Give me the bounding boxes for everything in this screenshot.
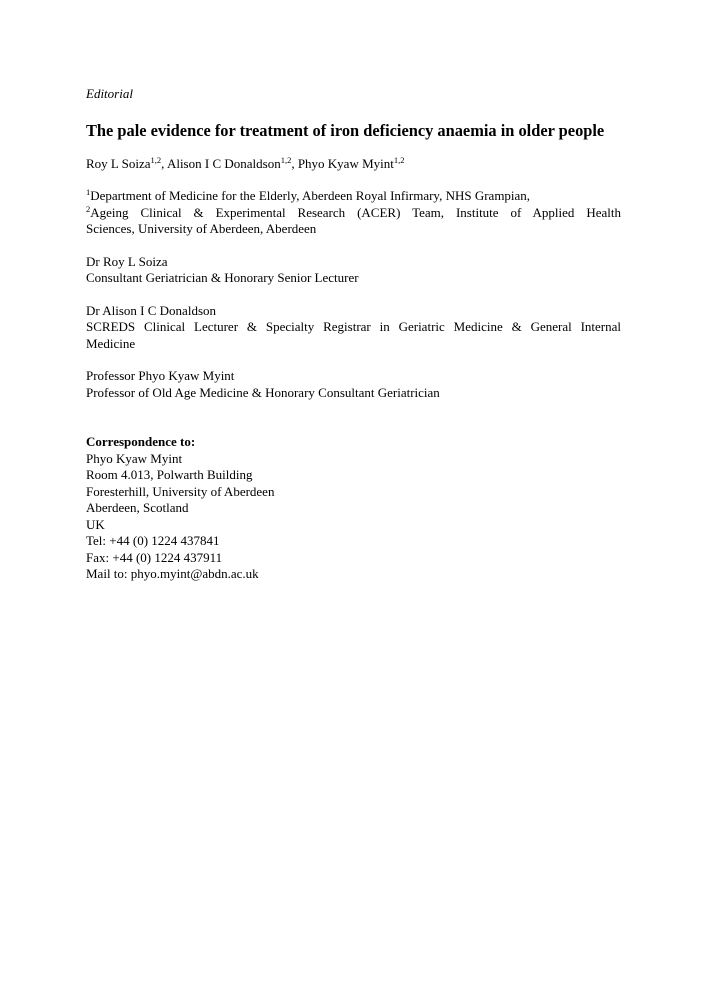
correspondence-country: UK: [86, 516, 105, 532]
person-role-continued: Medicine: [86, 335, 136, 351]
correspondence-email: Mail to: phyo.myint@abdn.ac.uk: [86, 566, 259, 581]
author-name: Phyo Kyaw Myint: [297, 155, 394, 171]
correspondence-institution: Foresterhill, University of Aberdeen: [86, 483, 275, 499]
author-detail-donaldson: [86, 303, 621, 353]
section-label: Editorial: [86, 86, 133, 101]
affiliation-number: 2: [86, 203, 91, 214]
correspondence-telephone: Tel: +44 (0) 1224 437841: [86, 533, 220, 548]
person-name: Dr Roy L Soiza: [86, 253, 168, 269]
correspondence-fax: Fax: +44 (0) 1224 437911: [86, 549, 223, 565]
article-title: The pale evidence for treatment of iron deficiency anaemia in older people: [86, 120, 605, 140]
correspondence-heading: Correspondence to:: [86, 434, 196, 449]
person-role: Professor of Old Age Medicine & Honorary Consultant Geriatrician: [86, 384, 440, 400]
author-affiliation-marker: 1,2: [393, 154, 405, 165]
person-role: SCREDS Clinical Lecturer & Specialty Registrar in Geriatric Medicine & General Internal: [86, 319, 621, 334]
correspondence-room: Room 4.013, Polwarth Building: [86, 467, 253, 482]
author-affiliation-marker: 1,2: [280, 154, 292, 165]
correspondence-name: Phyo Kyaw Myint: [86, 450, 183, 466]
affiliation-1: [86, 188, 621, 205]
affiliation-text: Department of Medicine for the Elderly, Aberdeen Royal Infirmary, NHS Grampian,: [90, 188, 531, 203]
author-detail-myint: [86, 368, 621, 401]
affiliation-number: 1: [86, 187, 91, 197]
author-separator: ,: [161, 155, 167, 171]
document-page: [86, 86, 621, 583]
author-detail-soiza: [86, 254, 621, 287]
affiliation-2-continued: Sciences, University of Aberdeen, Aberdeen: [86, 221, 317, 236]
correspondence-block: [86, 434, 621, 583]
author-list: [86, 156, 621, 173]
affiliations: [86, 188, 621, 238]
affiliation-text: Ageing Clinical & Experimental Research (ACER) Team, Institute of Applied Health: [90, 204, 621, 220]
correspondence-city: Aberdeen, Scotland: [86, 500, 189, 515]
author-affiliation-marker: 1,2: [150, 154, 162, 165]
author-name: Roy L Soiza: [86, 155, 151, 171]
person-name: Dr Alison I C Donaldson: [86, 302, 216, 318]
person-name: Professor Phyo Kyaw Myint: [86, 368, 235, 383]
person-role: Consultant Geriatrician & Honorary Senior Lecturer: [86, 270, 359, 285]
author-separator: ,: [291, 155, 298, 171]
affiliation-2: [86, 205, 621, 222]
author-name: Alison I C Donaldson: [166, 155, 281, 171]
